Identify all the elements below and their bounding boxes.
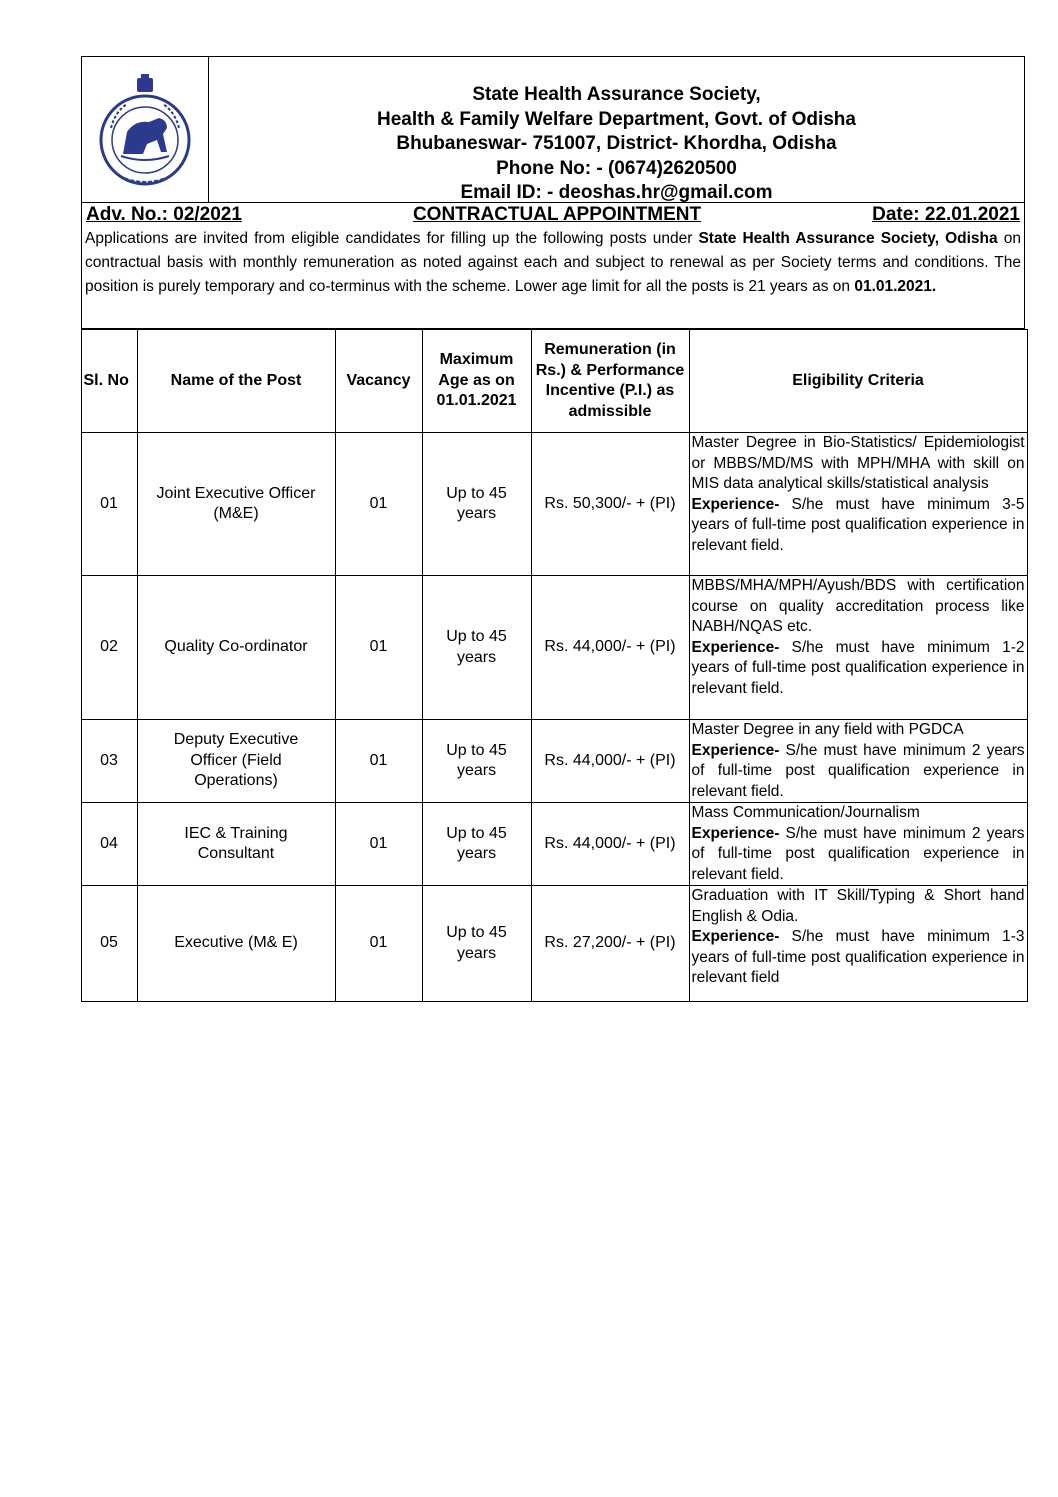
table-row <box>81 720 1027 803</box>
adv-number: Adv. No.: 02/2021 <box>86 204 242 225</box>
cell-eligibility <box>689 433 1027 576</box>
cell-post: Executive (M& E) <box>137 886 335 1002</box>
advertisement-row <box>82 203 1024 227</box>
letterhead-text <box>209 57 1024 202</box>
intro-paragraph <box>82 227 1024 328</box>
cell-eligibility <box>689 886 1027 1002</box>
odisha-government-emblem-icon <box>97 72 193 188</box>
adv-date: Date: 22.01.2021 <box>872 204 1020 225</box>
department-name: Health & Family Welfare Department, Govt. of Odisha <box>377 108 856 130</box>
experience-label: Experience- <box>691 741 780 759</box>
table-row <box>81 433 1027 576</box>
intro-text-1: Applications are invited from eligible candidates for filling up the following posts under <box>85 230 699 247</box>
cell-remuneration: Rs. 44,000/- + (PI) <box>531 803 689 886</box>
cell-remuneration: Rs. 44,000/- + (PI) <box>531 576 689 720</box>
experience-label: Experience- <box>691 638 780 656</box>
qualification-text: MBBS/MHA/MPH/Ayush/BDS with certification course on quality accreditation process like NABH/NQAS etc. <box>691 577 1025 635</box>
posts-table <box>81 329 1028 1002</box>
cell-vacancy: 01 <box>335 433 422 576</box>
cell-sl: 03 <box>81 720 137 803</box>
table-row <box>81 803 1027 886</box>
cell-age: Up to 45 years <box>422 886 531 1002</box>
intro-text-2: on contractual basis with monthly remuneration as noted against each and subject to renewal as per Society terms and conditions. The position is purely temporary and co-terminus with the scheme. Lower age limit for all the posts is 21 years as on <box>85 230 1021 295</box>
cell-eligibility <box>689 576 1027 720</box>
experience-text: S/he must have minimum 2 years of full-time post qualification experience in relevant field. <box>691 741 1025 800</box>
cell-sl: 01 <box>81 433 137 576</box>
cell-age: Up to 45 years <box>422 576 531 720</box>
cell-vacancy: 01 <box>335 720 422 803</box>
qualification-text: Master Degree in any field with PGDCA <box>691 721 964 738</box>
cell-vacancy: 01 <box>335 803 422 886</box>
header-max-age: Maximum Age as on 01.01.2021 <box>422 330 531 433</box>
cell-remuneration: Rs. 27,200/- + (PI) <box>531 886 689 1002</box>
cell-eligibility <box>689 720 1027 803</box>
address: Bhubaneswar- 751007, District- Khordha, Odisha <box>396 133 837 154</box>
cell-age: Up to 45 years <box>422 433 531 576</box>
qualification-text: Mass Communication/Journalism <box>691 804 920 821</box>
logo-cell <box>82 57 209 202</box>
header-block <box>81 56 1025 329</box>
cell-sl: 02 <box>81 576 137 720</box>
cell-remuneration: Rs. 50,300/- + (PI) <box>531 433 689 576</box>
experience-text: S/he must have minimum 1-3 years of full-time post qualification experience in relevant field <box>691 928 1025 986</box>
header-vacancy: Vacancy <box>335 330 422 433</box>
cell-sl: 04 <box>81 803 137 886</box>
advertisement-page <box>81 56 1025 1002</box>
experience-label: Experience- <box>691 495 780 513</box>
cell-age: Up to 45 years <box>422 720 531 803</box>
cell-post: Deputy Executive Officer (Field Operations) <box>137 720 335 803</box>
intro-bold-date: 01.01.2021. <box>854 278 937 295</box>
organization-name: State Health Assurance Society, <box>472 84 761 105</box>
header-post-name: Name of the Post <box>137 330 335 433</box>
header-remuneration: Remuneration (in Rs.) & Performance Incentive (P.I.) as admissible <box>531 330 689 433</box>
cell-vacancy: 01 <box>335 576 422 720</box>
table-row <box>81 886 1027 1002</box>
cell-vacancy: 01 <box>335 886 422 1002</box>
cell-sl: 05 <box>81 886 137 1002</box>
header-eligibility: Eligibility Criteria <box>689 330 1027 433</box>
email-address: Email ID: - deoshas.hr@gmail.com <box>460 182 773 203</box>
phone-number: Phone No: - (0674)2620500 <box>496 157 737 179</box>
table-row <box>81 576 1027 720</box>
adv-title: CONTRACTUAL APPOINTMENT <box>412 204 702 225</box>
cell-eligibility <box>689 803 1027 886</box>
letterhead <box>82 57 1024 203</box>
experience-text: S/he must have minimum 3-5 years of full-time post qualification experience in relevant field. <box>691 495 1025 554</box>
cell-post: IEC & Training Consultant <box>137 803 335 886</box>
experience-text: S/he must have minimum 1-2 years of full-time post qualification experience in relevant field. <box>691 638 1025 697</box>
experience-label: Experience- <box>691 824 780 842</box>
experience-label: Experience- <box>691 928 780 945</box>
cell-post: Quality Co-ordinator <box>137 576 335 720</box>
experience-text: S/he must have minimum 2 years of full-time post qualification experience in relevant field. <box>691 824 1025 883</box>
header-sl-no: Sl. No <box>81 330 137 433</box>
cell-age: Up to 45 years <box>422 803 531 886</box>
cell-post: Joint Executive Officer (M&E) <box>137 433 335 576</box>
intro-bold-society: State Health Assurance Society, Odisha <box>698 230 998 247</box>
table-header-row <box>81 330 1027 433</box>
cell-remuneration: Rs. 44,000/- + (PI) <box>531 720 689 803</box>
qualification-text: Graduation with IT Skill/Typing & Short hand English & Odia. <box>691 887 1025 925</box>
qualification-text: Master Degree in Bio-Statistics/ Epidemiologist or MBBS/MD/MS with MPH/MHA with skill on MIS data analytical skills/statistical analysis <box>691 434 1025 492</box>
